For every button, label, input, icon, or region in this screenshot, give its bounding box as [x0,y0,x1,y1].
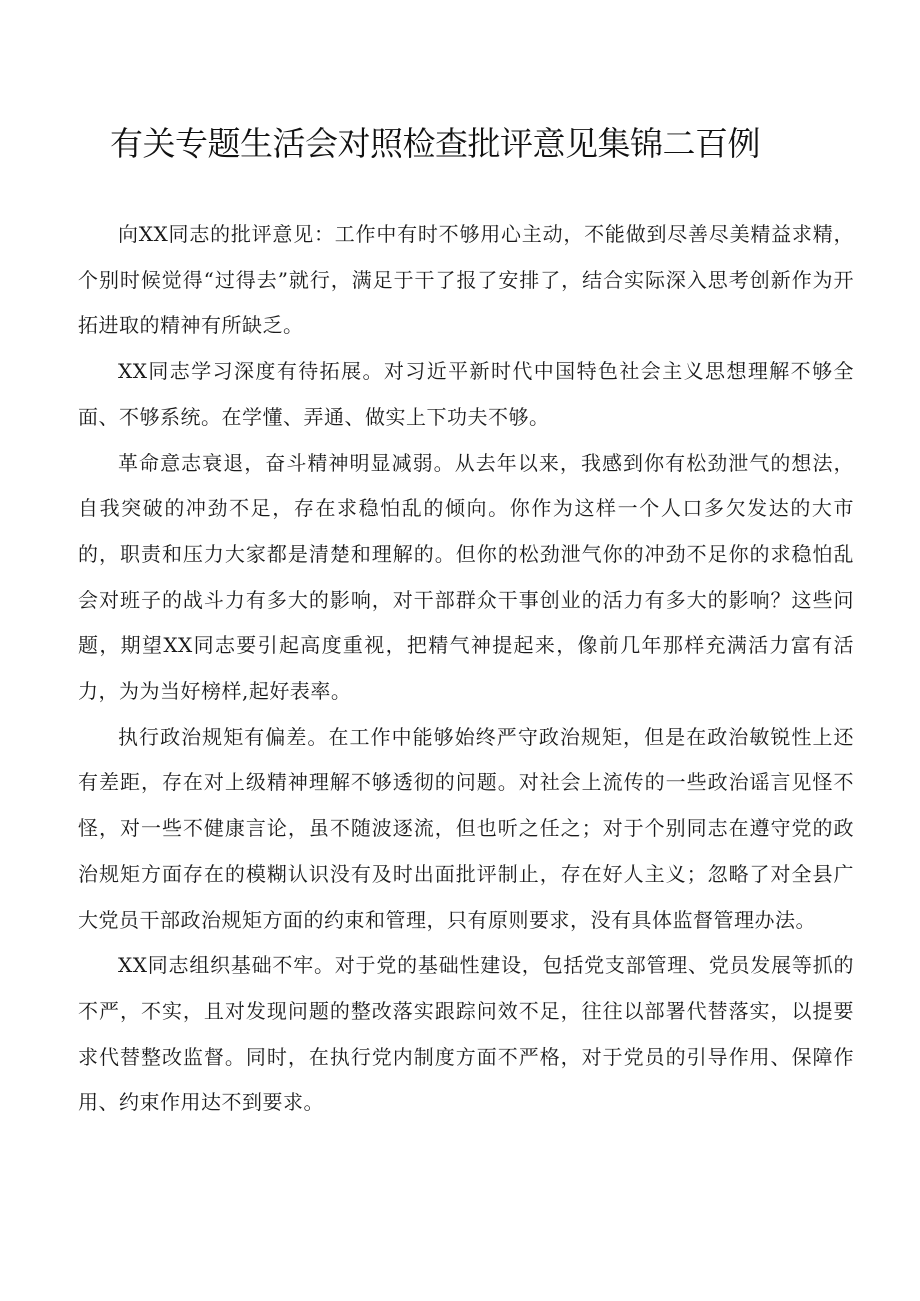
paragraph-1: 向XX同志的批评意见：工作中有时不够用心主动，不能做到尽善尽美精益求精，个别时候觉得“过得去”就行，满足于干了报了安排了，结合实际深入思考创新作为开拓进取的精神有所缺乏。 [78,222,854,338]
document-body [78,212,854,1126]
paragraph-3: 革命意志衰退，奋斗精神明显减弱。从去年以来，我感到你有松劲泄气的想法，自我突破的冲劲不足，存在求稳怕乱的倾向。你作为这样一个人口多欠发达的大市的，职责和压力大家都是清楚和理解的。但你的松劲泄气你的冲劲不足你的求稳怕乱会对班子的战斗力有多大的影响，对干部群众干事创业的活力有多大的影响？这些问题，期望XX同志要引起高度重视，把精气神提起来，像前几年那样充满活力富有活力，为为当好榜样,起好表率。 [78,450,854,704]
paragraph-4: 执行政治规矩有偏差。在工作中能够始终严守政治规矩，但是在政治敏锐性上还有差距，存在对上级精神理解不够透彻的问题。对社会上流传的一些政治谣言见怪不怪，对一些不健康言论，虽不随波逐流，但也听之任之；对于个别同志在遵守党的政治规矩方面存在的模糊认识没有及时出面批评制止，存在好人主义；忽略了对全县广大党员干部政治规矩方面的约束和管理，只有原则要求，没有具体监督管理办法。 [78,724,854,932]
document-title: 有关专题生活会对照检查批评意见集锦二百例 [110,124,760,163]
paragraph-2: XX同志学习深度有待拓展。对习近平新时代中国特色社会主义思想理解不够全面、不够系统。在学懂、弄通、做实上下功夫不够。 [78,359,854,429]
paragraph-5: XX同志组织基础不牢。对于党的基础性建设，包括党支部管理、党员发展等抓的不严，不实，且对发现问题的整改落实跟踪问效不足，往往以部署代替落实，以提要求代替整改监督。同时，在执行党内制度方面不严格，对于党员的引导作用、保障作用、约束作用达不到要求。 [78,953,854,1115]
